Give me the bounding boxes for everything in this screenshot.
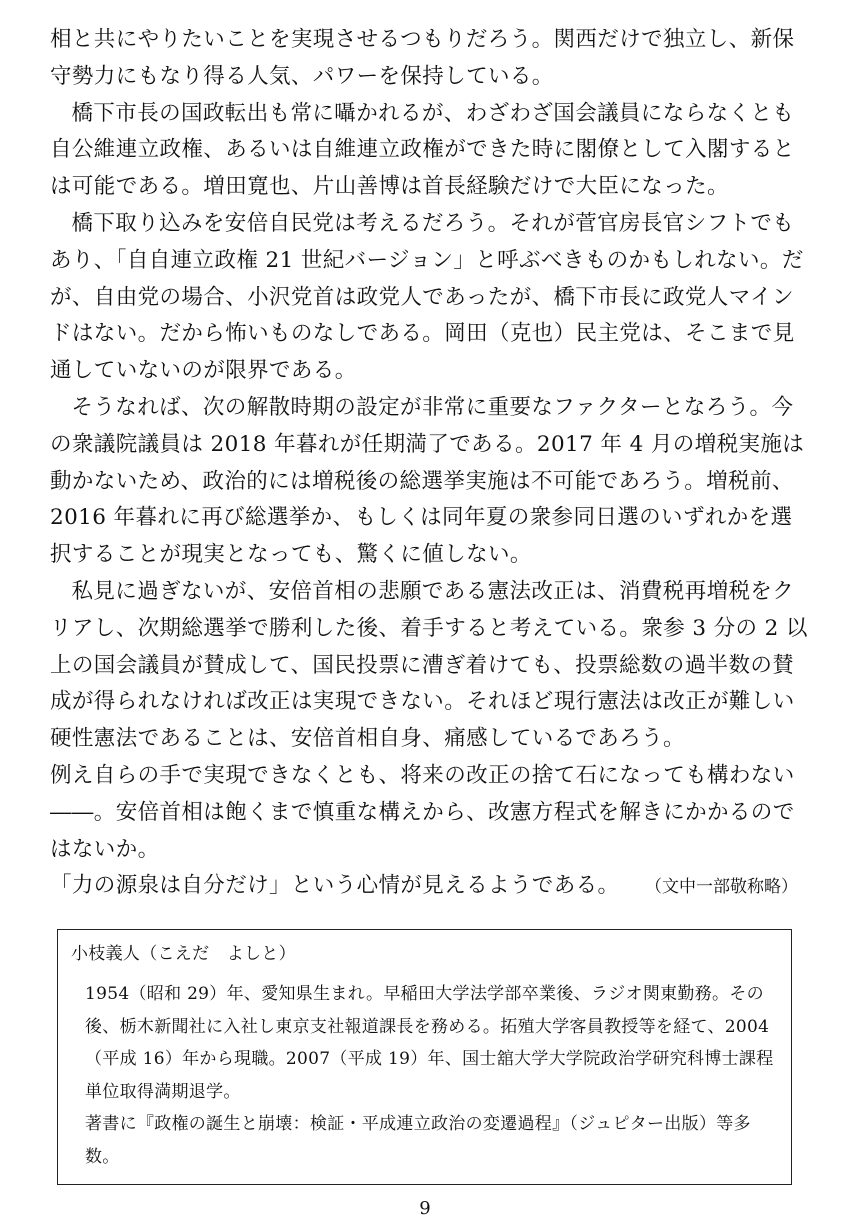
honorific-note: （文中一部敬称略） xyxy=(645,877,798,898)
paragraph: 例え自らの手で実現できなくとも、将来の改正の捨て石になっても構わない――。安倍首相は飽くまで慎重な構えから、改憲方程式を解きにかかるのではないか。 xyxy=(50,762,795,862)
article-body xyxy=(50,22,810,906)
page-number: 9 xyxy=(419,1198,431,1219)
author-bio-text xyxy=(85,978,780,1173)
closing-line-row xyxy=(50,868,810,906)
author-bio-paragraph: 著書に『政権の誕生と崩壊：検証・平成連立政治の変遷過程』（ジュピター出版）等多数。 xyxy=(85,1114,751,1167)
closing-line: 「力の源泉は自分だけ」という心情が見えるようである。 xyxy=(50,873,620,899)
author-bio-paragraph: 1954（昭和 29）年、愛知県生まれ。早稲田大学法学部卒業後、ラジオ関東勤務。その後、栃木新聞社に入社し東京支社報道課長を務める。拓殖大学客員教授等を経て、2004（平成 16）年から現職。2007（平成 19）年、国士舘大学大学院政治学研究科博士課程単位取得満期退学。 xyxy=(85,984,774,1102)
paragraph: そうなれば、次の解散時期の設定が非常に重要なファクターとなろう。今の衆議院議員は 2018 年暮れが任期満了である。2017 年 4 月の増税実施は動かないため、政治的には増税後の総選挙実施は不可能であろう。増税前、2016 年暮れに再び総選挙か、もしくは同年夏の衆参同日選のいずれかを選択することが現実となっても、驚くに値しない。 xyxy=(50,394,805,568)
paragraph: 橋下取り込みを安倍自民党は考えるだろう。それが菅官房長官シフトでもあり、「自自連立政権 21 世紀バージョン」と呼ぶべきものかもしれない。だが、自由党の場合、小沢党首は政党人であったが、橋下市長に政党人マインドはない。だから怖いものなしである。岡田（克也）民主党は、そこまで見通していないのが限界である。 xyxy=(50,210,804,384)
paragraph: 私見に過ぎないが、安倍首相の悲願である憲法改正は、消費税再増税をクリアし、次期総選挙で勝利した後、着手すると考えている。衆参 3 分の 2 以上の国会議員が賛成して、国民投票に漕ぎ着けても、投票総数の過半数の賛成が得られなければ改正は実現できない。それほど現行憲法は改正が難しい硬性憲法であることは、安倍首相自身、痛感しているであろう。 xyxy=(50,578,808,752)
paragraph: 橋下市長の国政転出も常に囁かれるが、わざわざ国会議員にならなくとも自公維連立政権、あるいは自維連立政権ができた時に閣僚として入閣するとは可能である。増田寛也、片山善博は首長経験だけで大臣になった。 xyxy=(50,100,795,200)
paragraph: 相と共にやりたいことを実現させるつもりだろう。関西だけで独立し、新保守勢力にもなり得る人気、パワーを保持している。 xyxy=(50,27,795,89)
author-bio-box xyxy=(57,929,792,1185)
author-name: 小枝義人（こえだ よしと） xyxy=(71,944,296,964)
